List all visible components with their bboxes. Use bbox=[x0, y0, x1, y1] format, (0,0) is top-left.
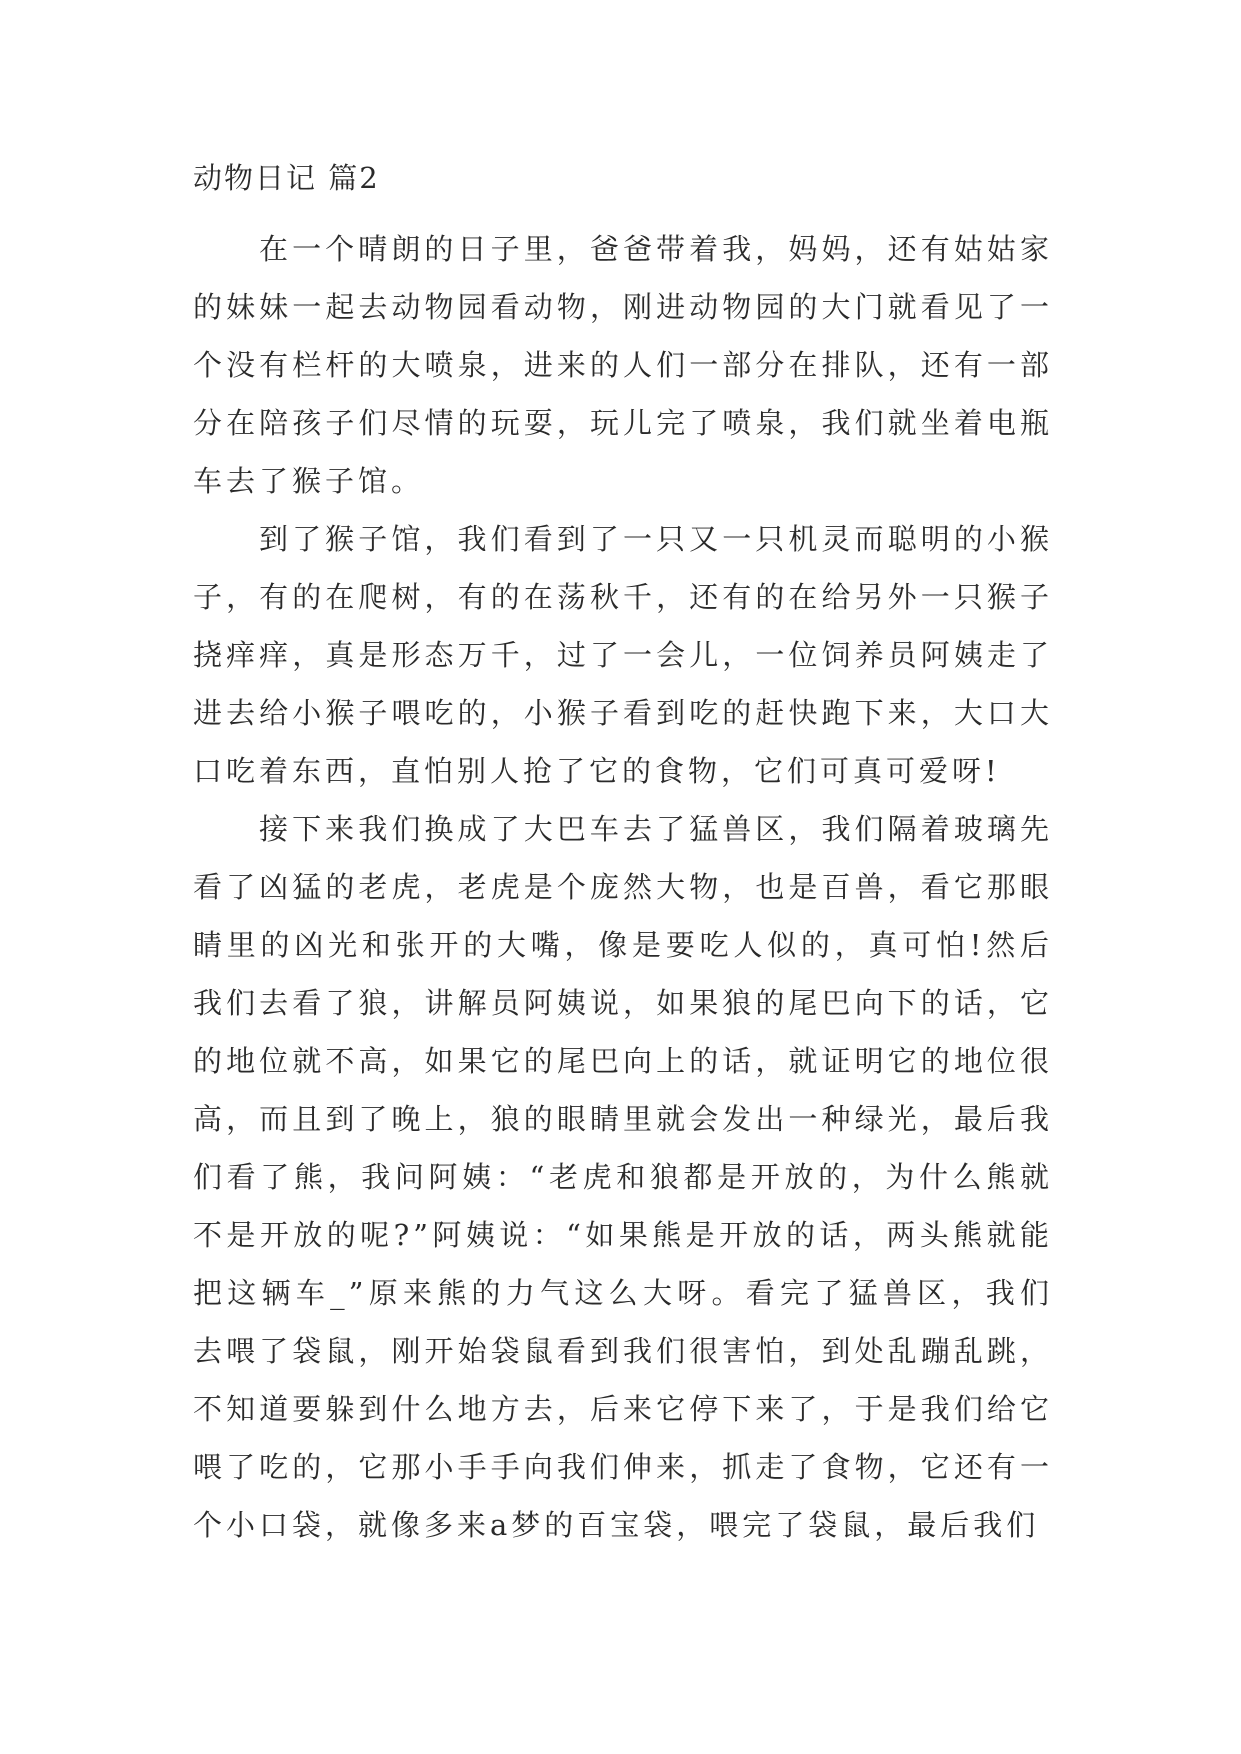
paragraph: 接下来我们换成了大巴车去了猛兽区，我们隔着玻璃先看了凶猛的老虎，老虎是个庞然大物，也是百兽，看它那眼睛里的凶光和张开的大嘴，像是要吃人似的，真可怕!然后我们去看了狼，讲解员阿姨说，如果狼的尾巴向下的话，它的地位就不高，如果它的尾巴向上的话，就证明它的地位很高，而且到了晚上，狼的眼睛里就会发出一种绿光，最后我们看了熊，我问阿姨：“老虎和狼都是开放的，为什么熊就不是开放的呢?”阿姨说：“如果熊是开放的话，两头熊就能把这辆车_”原来熊的力气这么大呀。看完了猛兽区，我们去喂了袋鼠，刚开始袋鼠看到我们很害怕，到处乱蹦乱跳，不知道要躲到什么地方去，后来它停下来了，于是我们给它喂了吃的，它那小手手向我们伸来，抓走了食物，它还有一个小口袋，就像多来a梦的百宝袋，喂完了袋鼠，最后我们 bbox=[193, 812, 1053, 1542]
document-body bbox=[193, 160, 1053, 1554]
paragraph: 到了猴子馆，我们看到了一只又一只机灵而聪明的小猴子，有的在爬树，有的在荡秋千，还有的在给另外一只猴子挠痒痒，真是形态万千，过了一会儿，一位饲养员阿姨走了进去给小猴子喂吃的，小猴子看到吃的赶快跑下来，大口大口吃着东西，直怕别人抢了它的食物，它们可真可爱呀! bbox=[193, 522, 1053, 788]
document-title: 动物日记 篇2 bbox=[193, 161, 380, 195]
paragraph: 在一个晴朗的日子里，爸爸带着我，妈妈，还有姑姑家的妹妹一起去动物园看动物，刚进动物园的大门就看见了一个没有栏杆的大喷泉，进来的人们一部分在排队，还有一部分在陪孩子们尽情的玩耍，玩儿完了喷泉，我们就坐着电瓶车去了猴子馆。 bbox=[193, 232, 1053, 498]
